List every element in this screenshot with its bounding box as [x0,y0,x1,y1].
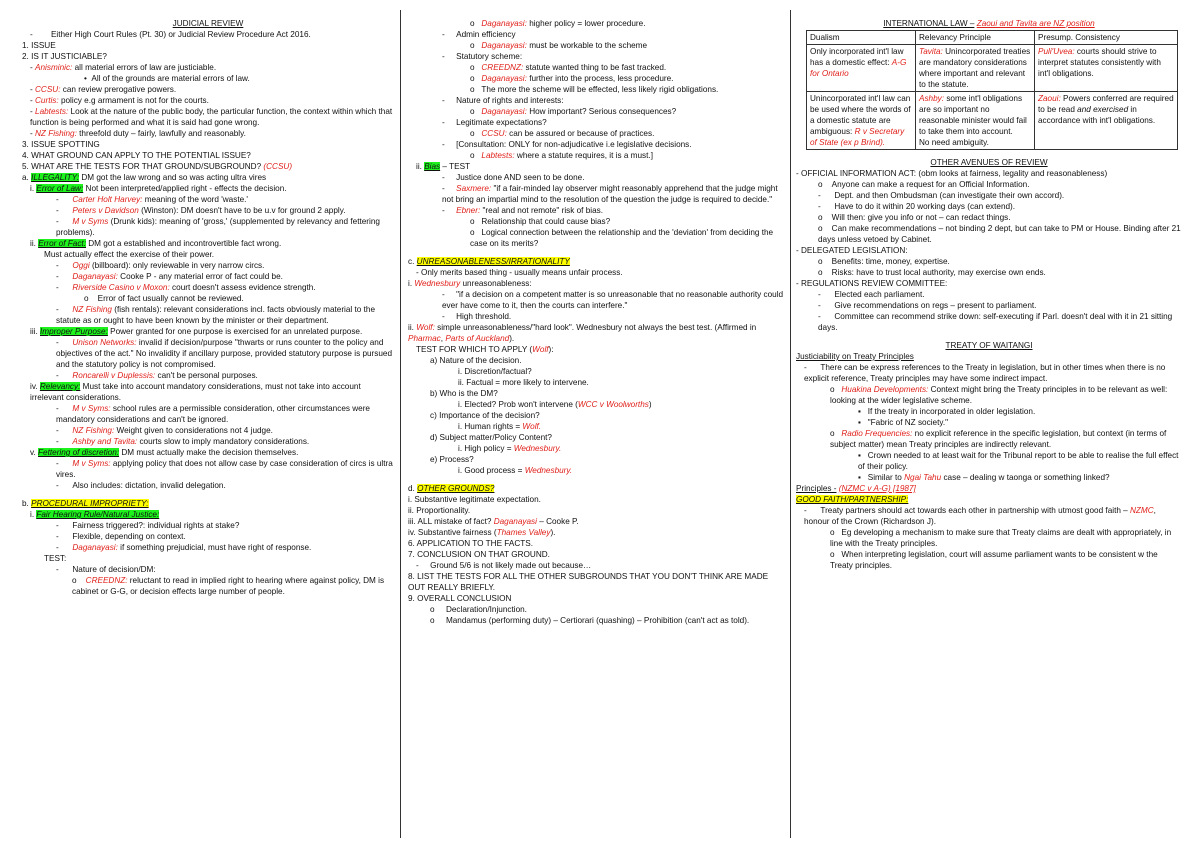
list-item: i. Substantive legitimate expectation. [408,495,541,504]
list-item: - Peters v Davidson (Winston): DM doesn't have to be u.v for ground 2 apply. [56,206,346,215]
ground-heading: b. PROCEDURAL IMPROPRIETY: [22,499,149,508]
list-item: o Benefits: time, money, expertise. [818,257,950,266]
table-header-cell: Relevancy Principle [916,31,1035,45]
list-item: - OFFICIAL INFORMATION ACT: (obm looks at fairness, legality and reasonableness) [796,169,1108,178]
text-line: Must actually effect the exercise of their power. [44,250,215,259]
list-item: - Statutory scheme: [442,52,523,61]
list-item: o Daganayasi: How important? Serious consequences? [470,107,677,116]
list-item: - CCSU: can review prerogative powers. [30,85,177,94]
list-item: o Risks: have to trust local authority, may exercise own ends. [818,268,1046,277]
section-title: JUDICIAL REVIEW [172,19,244,28]
list-item: - Committee can recommend strike down: self-executing if Parl. doesn't deal with it in 21 sitting days. [818,312,1173,332]
list-item: - REGULATIONS REVIEW COMMITTEE: [796,279,948,288]
list-item: - Admin efficiency [442,30,516,39]
list-item: i. High policy = Wednesbury. [458,444,562,453]
step-heading: 6. APPLICATION TO THE FACTS. [408,539,533,548]
list-item: - Have to do it within 20 working days (can extend). [818,202,1016,211]
list-item: i. Discretion/factual? [458,367,532,376]
ground-heading: c. UNREASONABLENESS/IRRATIONALITY [408,257,570,266]
list-item: - Daganayasi: Cooke P - any material error of fact could be. [56,272,283,281]
ground-heading: a. ILLEGALITY: DM got the law wrong and so was acting ultra vires [22,173,267,182]
list-item: - Anisminic: all material errors of law are justiciable. [30,63,217,72]
table-header-cell: Presump. Consistency [1035,31,1178,45]
text-line: TEST: [44,554,67,563]
list-item: - Ground 5/6 is not likely made out because… [416,561,592,570]
list-item: - High threshold. [442,312,512,321]
subground-heading: v. Fettering of discretion: DM must actually make the decision themselves. [30,448,299,457]
step-heading: 1. ISSUE [22,41,56,50]
subground-heading: ii. Error of Fact: DM got a established and incontrovertible fact wrong. [30,239,282,248]
list-item: - Oggi (billboard): only reviewable in very narrow circs. [56,261,265,270]
list-item: i. Human rights = Wolf. [458,422,542,431]
subground-heading: iv. Relevancy: Must take into account mandatory considerations, must not take into account irrelevant considerations. [30,382,361,402]
list-item: - Nature of rights and interests: [442,96,564,105]
list-item: - M v Syms (Drunk kids): meaning of 'gross,' (supplemented by relevancy and fettering problems). [56,217,380,237]
column-1 [22,18,394,840]
list-item: - Also includes: dictation, invalid delegation. [56,481,226,490]
list-item: o Will then: give you info or not – can redact things. [818,213,1011,222]
list-item: ▪ If the treaty in incorporated in older legislation. [858,407,1036,416]
list-item: - [Consultation: ONLY for non-adjudicative i.e legislative decisions. [442,140,692,149]
list-item: - Ebner: "real and not remote" risk of bias. [442,206,604,215]
list-item: o Relationship that could cause bias? [470,217,611,226]
list-item: - Legitimate expectations? [442,118,547,127]
step-heading: 7. CONCLUSION ON THAT GROUND. [408,550,550,559]
list-item: o Huakina Developments: Context might bring the Treaty principles in to be relevant as well: looking at the wider legislative scheme. [830,385,1168,405]
list-item: - Curtis: policy e.g armament is not for the courts. [30,96,209,105]
list-item: - Riverside Casino v Moxon: court doesn't assess evidence strength. [56,283,316,292]
list-item: - Daganayasi: if something prejudicial, must have right of response. [56,543,312,552]
text-line: TEST FOR WHICH TO APPLY (Wolf): [416,345,554,354]
list-item: d) Subject matter/Policy Content? [430,433,552,442]
list-item: - NZ Fishing (fish rentals): relevant considerations incl. facts obviously material to the statute as or ought to have been known by the minister or their department. [56,305,376,325]
list-item: - Flexible, depending on context. [56,532,186,541]
list-item: o Labtests: where a statute requires, it is a must.] [470,151,653,160]
subground-heading: i. Error of Law: Not been interpreted/applied right - effects the decision. [30,184,287,193]
list-item: b) Who is the DM? [430,389,498,398]
list-item: o Eg developing a mechanism to make sure that Treaty claims are dealt with appropriately, in line with the Treaty principles. [830,528,1172,548]
step-heading: 8. LIST THE TESTS FOR ALL THE OTHER SUBGROUNDS THAT YOU DON'T THINK ARE MADE OUT REALLY BRIEFLY. [408,572,769,592]
list-item: - M v Syms: applying policy that does not allow case by case consideration of circs is ultra vires. [56,459,393,479]
list-item: o Declaration/Injunction. [430,605,527,614]
list-item: o Daganayasi: further into the process, less procedure. [470,74,674,83]
list-item: - Dept. and then Ombudsman (can investigate their own accord). [818,191,1065,200]
list-item: - M v Syms: school rules are a permissible consideration, other circumstances were mandatory considerations and can't be ignored. [56,404,370,424]
list-item: - Either High Court Rules (Pt. 30) or Judicial Review Procedure Act 2016. [30,30,311,39]
list-item: o The more the scheme will be effected, less likely rigid obligations. [470,85,719,94]
list-item: i. Good process = Wednesbury. [458,466,573,475]
list-item: - Saxmere: "if a fair-minded lay observer might reasonably apprehend that the judge might not bring an impartial mind to the resolution of the question the judge is required to decide." [442,184,778,204]
list-item: ii. Proportionality. [408,506,471,515]
list-item: o CREEDNZ: reluctant to read in implied right to hearing where against policy, DM is cabinet or G-G, or decision effects large number of people. [72,576,385,596]
list-item: e) Process? [430,455,474,464]
step-heading: 4. WHAT GROUND CAN APPLY TO THE POTENTIAL ISSUE? [22,151,251,160]
table-row [807,92,1178,150]
step-heading: 5. WHAT ARE THE TESTS FOR THAT GROUND/SUBGROUND? (CCSU) [22,162,293,171]
list-item: c) Importance of the decision? [430,411,540,420]
section-title: TREATY OF WAITANGI [945,341,1033,350]
list-item: - There can be express references to the Treaty in legislation, but in other times when there is no explicit reference, Treaty principles may have some indirect impact. [804,363,1166,383]
list-item: - NZ Fishing: threefold duty – fairly, lawfully and reasonably. [30,129,246,138]
text-line: - Only merits based thing - usually means unfair process. [416,268,623,277]
list-item: o Mandamus (performing duty) – Certiorari (quashing) – Prohibition (can't act as told). [430,616,750,625]
ground-heading: d. OTHER GROUNDS? [408,484,495,493]
list-item: - Treaty partners should act towards each other in partnership with utmost good faith – NZMC, honour of the Crown (Richardson J). [804,506,1156,526]
step-heading: 2. IS IT JUSTICIABLE? [22,52,107,61]
step-heading: 3. ISSUE SPOTTING [22,140,100,149]
list-item: - Give recommendations on regs – present to parliament. [818,301,1037,310]
list-item: ii. Factual = more likely to intervene. [458,378,589,387]
list-item: o Anyone can make a request for an Official Information. [818,180,1030,189]
section-title: OTHER AVENUES OF REVIEW [930,158,1048,167]
list-item: - Justice done AND seen to be done. [442,173,585,182]
subground-heading: i. Fair Hearing Rule/Natural Justice: [30,510,160,519]
list-item: iv. Substantive fairness (Thames Valley). [408,528,556,537]
list-item: - DELEGATED LEGISLATION: [796,246,908,255]
list-item: o Radio Frequencies: no explicit reference in the specific legislation, but context (in terms of subject matter) mean Treaty principles are indirectly relevant. [830,429,1167,449]
list-item: ▪ Similar to Ngai Tahu case – dealing w taonga or something linked? [858,473,1110,482]
list-item: - Elected each parliament. [818,290,925,299]
list-item: iii. ALL mistake of fact? Daganayasi – Cooke P. [408,517,579,526]
subground-heading: iii. Improper Purpose: Power granted for one purpose is exercised for an unrelated purpose. [30,327,363,336]
list-item: - NZ Fishing: Weight given to considerations not 4 judge. [56,426,273,435]
table-cell: Zaoui: Powers conferred are required to be read and exercised in accordance with int'l obligations. [1035,92,1178,150]
list-item: o CREEDNZ: statute wanted thing to be fast tracked. [470,63,667,72]
list-item: o Logical connection between the relationship and the 'deviation' from deciding the case on its merits? [470,228,774,248]
subsection-title: Justiciability on Treaty Principles [796,352,914,361]
list-item: - Labtests: Look at the nature of the public body, the particular function, the context within which that function is being performed and what it is said had gone wrong. [30,107,393,127]
subground-heading: ii. Wolf: simple unreasonableness/"hard look". Wednesbury not always the best test. (Affirmed in Pharmac, Parts of Auckland). [408,323,757,343]
list-item: i. Elected? Prob won't intervene (WCC v Woolworths) [458,400,652,409]
column-3 [796,18,1182,840]
list-item: o Can make recommendations – not binding 2 dept, but can take to PM or House. Binding after 21 days unless vetoed by Cabinet. [818,224,1181,244]
subsection-title: GOOD FAITH/PARTNERSHIP: [796,495,909,504]
step-heading: 9. OVERALL CONCLUSION [408,594,512,603]
list-item: - Unison Networks: invalid if decision/purpose "thwarts or runs counter to the policy and objectives of the act." No invalidity if ancillary purpose, provided statutory purpose is pursued and the statutory policy is not compromised. [56,338,393,369]
list-item: a) Nature of the decision. [430,356,522,365]
list-item: o Daganayasi: must be workable to the scheme [470,41,648,50]
subsection-title: Principles - (NZMC v A-G) [1987] [796,484,916,493]
list-item: ▪ Crown needed to at least wait for the Tribunal report to be able to realise the full effect of their policy. [858,451,1179,471]
table-cell: Only incorporated int'l law has a domestic effect: A-G for Ontario [807,45,916,92]
subground-heading: ii. Bias – TEST [416,162,471,171]
list-item: - Carter Holt Harvey: meaning of the word 'waste.' [56,195,248,204]
list-item: - "if a decision on a competent matter is so unreasonable that no reasonable authority could ever have come to it, then the courts can interfere." [442,290,784,310]
table-row [807,45,1178,92]
list-item: - Fairness triggered?: individual rights at stake? [56,521,240,530]
subground-heading: i. Wednesbury unreasonableness: [408,279,532,288]
list-item: o When interpreting legislation, court will assume parliament wants to be consistent w the Treaty principles. [830,550,1158,570]
list-item: o CCSU: can be assured or because of practices. [470,129,655,138]
column-divider [400,10,401,838]
column-divider [790,10,791,838]
table-header-cell: Dualism [807,31,916,45]
list-item: o Daganayasi: higher policy = lower procedure. [470,19,646,28]
list-item: • All of the grounds are material errors of law. [84,74,250,83]
table-cell: Ashby: some int'l obligations are so important no reasonable minister would fail to take them into account. No need ambiguity. [916,92,1035,150]
column-2 [408,18,784,840]
table-cell: Puli'Uvea: courts should strive to interpret statutes consistently with int'l obligations. [1035,45,1178,92]
list-item: - Ashby and Tavita: courts slow to imply mandatory considerations. [56,437,310,446]
list-item: - Nature of decision/DM: [56,565,156,574]
list-item: o Error of fact usually cannot be reviewed. [84,294,244,303]
table-cell: Unincorporated int'l law can be used where the words of a domestic statute are ambiguous: R v Secretary of State (ex p Brind). [807,92,916,150]
table-header-row [807,31,1178,45]
table-cell: Tavita: Unincorporated treaties are mandatory considerations where important and relevant to the statute. [916,45,1035,92]
list-item: ▪ "Fabric of NZ society." [858,418,949,427]
list-item: - Roncarelli v Duplessis: can't be personal purposes. [56,371,258,380]
section-title: INTERNATIONAL LAW – Zaoui and Tavita are NZ position [883,19,1095,28]
international-law-table [806,30,1178,150]
